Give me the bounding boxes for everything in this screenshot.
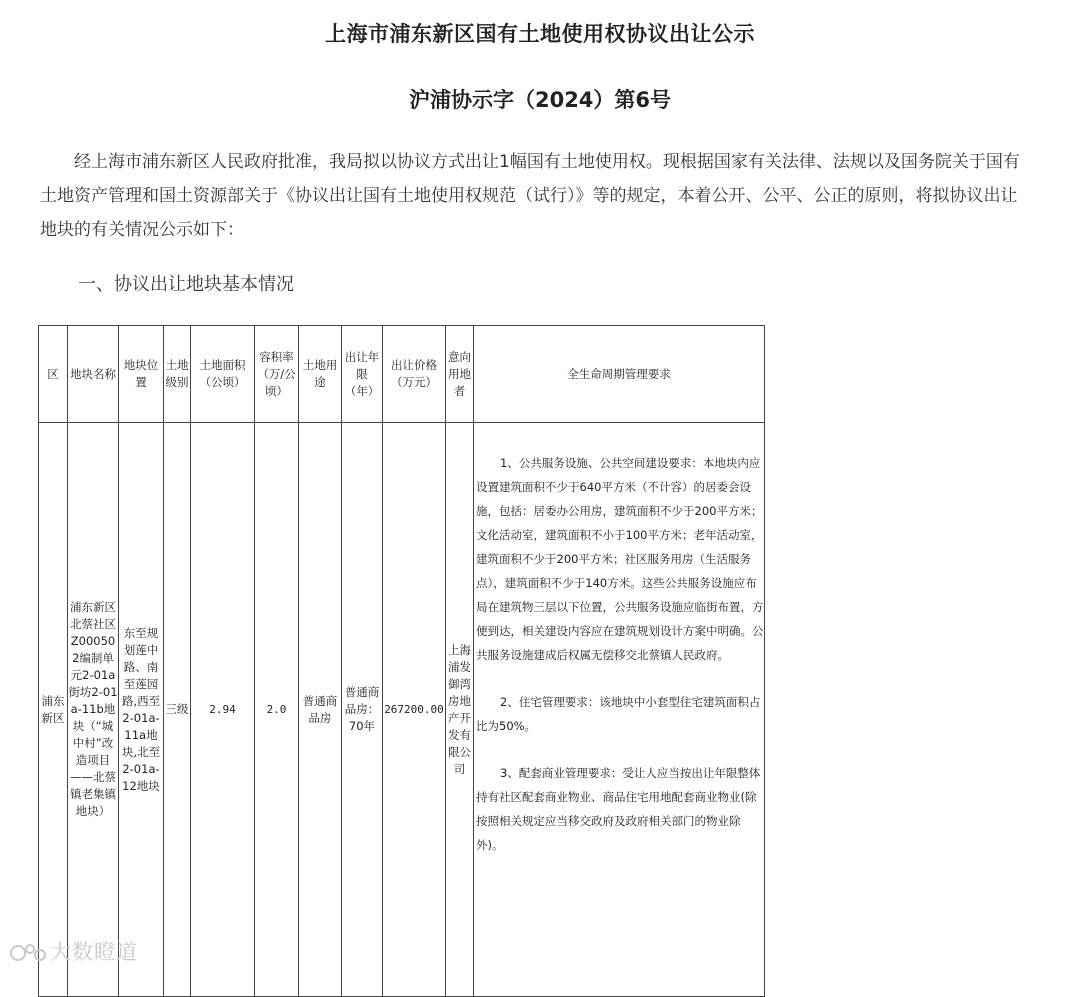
watermark-text: 大数瞪道 bbox=[50, 940, 138, 964]
watermark bbox=[8, 936, 138, 966]
header-grade: 土地级别 bbox=[164, 326, 191, 423]
cell-far: 2.0 bbox=[255, 423, 299, 997]
cell-location: 东至规划莲中路、南至莲园路,西至2-01a-11a地块,北至2-01a-12地块 bbox=[119, 423, 164, 997]
notice-number: 沪浦协示字（2024）第6号 bbox=[408, 88, 672, 112]
cell-buyer: 上海浦发御湾房地产开发有限公司 bbox=[446, 423, 474, 997]
table-row bbox=[39, 423, 765, 997]
cell-use: 普通商品房 bbox=[299, 423, 342, 997]
notice-title: 上海市浦东新区国有土地使用权协议出让公示 bbox=[325, 22, 755, 46]
header-location: 地块位置 bbox=[119, 326, 164, 423]
header-name: 地块名称 bbox=[68, 326, 119, 423]
requirement-item: 1、公共服务设施、公共空间建设要求：本地块内应设置建筑面积不少于640平方米（不计容）的居委会设施，包括：居委办公用房，建筑面积不少于200平方米；文化活动室，建筑面积不小于100平方米；老年活动室，建筑面积不少于200平方米；社区服务用房（生活服务点），建筑面积不少于140方米。这些公共服务设施应布局在建筑物三层以下位置，公共服务设施应临街布置，方便到达，相关建设内容应在建筑规划设计方案中明确。公共服务设施建成后权属无偿移交北蔡镇人民政府。 bbox=[476, 456, 764, 662]
cell-grade: 三级 bbox=[164, 423, 191, 997]
header-term: 出让年限（年） bbox=[342, 326, 383, 423]
cell-name: 浦东新区北蔡社区Z000502编制单元2-01a街坊2-01a-11b地块（“城中村”改造项目——北蔡镇老集镇地块） bbox=[68, 423, 119, 997]
cell-district: 浦东新区 bbox=[39, 423, 68, 997]
header-district: 区 bbox=[39, 326, 68, 423]
header-far: 容积率（万/公顷） bbox=[255, 326, 299, 423]
cell-area: 2.94 bbox=[191, 423, 255, 997]
header-requirements: 全生命周期管理要求 bbox=[474, 326, 765, 423]
cell-requirements bbox=[474, 423, 765, 997]
header-buyer: 意向用地者 bbox=[446, 326, 474, 423]
cell-price: 267200.00 bbox=[383, 423, 446, 997]
header-use: 土地用途 bbox=[299, 326, 342, 423]
requirement-item: 3、配套商业管理要求：受让人应当按出让年限整体持有社区配套商业物业、商品住宅用地配套商业物业(除按照相关规定应当移交政府及政府相关部门的物业除外)。 bbox=[476, 766, 761, 852]
watermark-logo-icon bbox=[8, 941, 48, 965]
intro-paragraph: 经上海市浦东新区人民政府批准，我局拟以协议方式出让1幅国有土地使用权。现根据国家有关法律、法规以及国务院关于国有土地资产管理和国土资源部关于《协议出让国有土地使用权规范（试行）》等的规定，本着公开、公平、公正的原则，将拟协议出让地块的有关情况公示如下： bbox=[40, 152, 1020, 240]
table-header-row bbox=[39, 326, 765, 423]
header-price: 出让价格（万元） bbox=[383, 326, 446, 423]
land-info-table bbox=[38, 325, 765, 997]
section-heading: 一、协议出让地块基本情况 bbox=[78, 274, 294, 295]
cell-term: 普通商品房：70年 bbox=[342, 423, 383, 997]
requirement-item: 2、住宅管理要求：该地块中小套型住宅建筑面积占比为50%。 bbox=[476, 695, 761, 733]
header-area: 土地面积（公顷） bbox=[191, 326, 255, 423]
